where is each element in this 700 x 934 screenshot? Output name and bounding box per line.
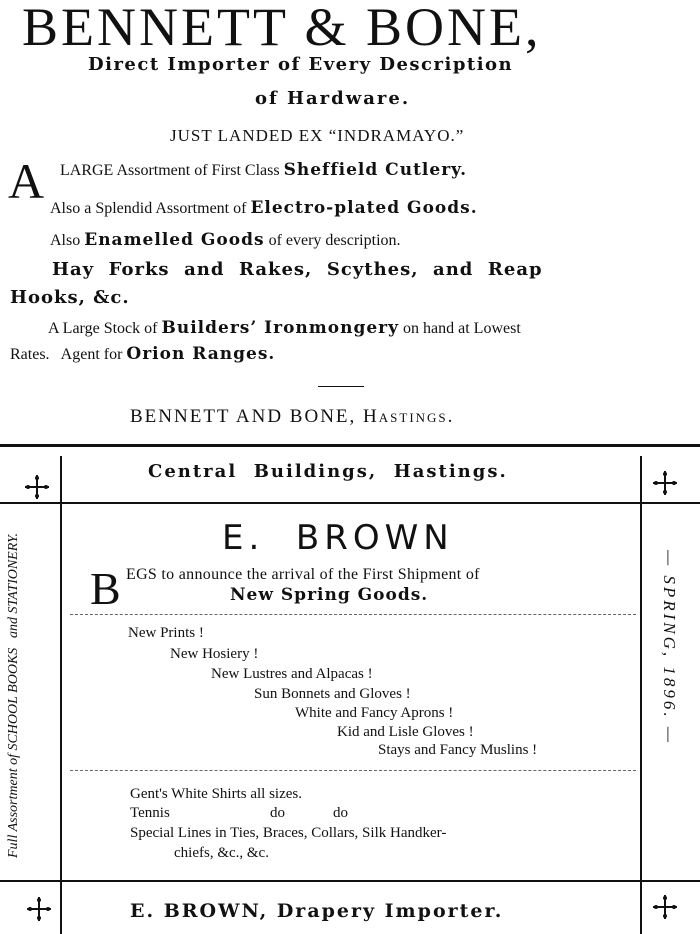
- brown-divider-1: [70, 614, 636, 615]
- tennis-do-1: do: [270, 805, 285, 821]
- short-divider: [318, 386, 364, 387]
- left-side-line-1: Full Assortment of SCHOOL BOOKS: [6, 647, 21, 858]
- orion-bold: Orion Ranges.: [126, 344, 276, 364]
- brown-footer: E. BROWN, Drapery Importer.: [130, 900, 504, 922]
- drop-cap-a: A: [8, 153, 45, 209]
- left-side-text: [6, 528, 22, 858]
- hooks-line: Hooks, &c.: [10, 287, 130, 308]
- enamelled-bold: Enamelled Goods: [84, 230, 265, 250]
- frame-rule-under-header: [0, 502, 700, 504]
- brown-intro-bold: New Spring Goods.: [230, 585, 429, 605]
- item-new-prints: New Prints !: [128, 625, 204, 641]
- rates-plain: Rates. Agent for: [10, 346, 123, 363]
- ironmongery-line: [48, 318, 521, 338]
- frame-rule-above-footer: [0, 880, 700, 882]
- item-lustres: New Lustres and Alpacas !: [211, 666, 373, 682]
- tennis-label: Tennis: [130, 805, 170, 821]
- firm-name: BENNETT & BONE,: [22, 0, 542, 57]
- frame-left-column-rule: [60, 456, 62, 934]
- enamelled-b: of every description.: [268, 232, 401, 249]
- brown-intro: EGS to announce the arrival of the First Shipment of: [126, 566, 480, 583]
- brown-header: Central Buildings, Hastings.: [148, 461, 508, 482]
- ironmongery-plain: A Large Stock of: [48, 320, 158, 337]
- signature-line: BENNETT AND BONE, Hastings.: [130, 406, 455, 427]
- item-new-hosiery: New Hosiery !: [170, 646, 259, 662]
- cutlery-plain: LARGE Assortment of First Class: [60, 162, 280, 179]
- ornament-cross-icon: [652, 470, 678, 496]
- special-lines: Special Lines in Ties, Braces, Collars, Silk Handker-: [130, 825, 447, 841]
- enamelled-line: [50, 230, 401, 250]
- rates-line: [10, 344, 275, 364]
- ornament-cross-icon: [26, 896, 52, 922]
- left-side-line-2: and STATIONERY.: [6, 532, 21, 638]
- electro-bold: Electro-plated Goods.: [250, 198, 478, 218]
- shirts-line: Gent's White Shirts all sizes.: [130, 786, 302, 802]
- item-stays: Stays and Fancy Muslins !: [378, 742, 538, 758]
- item-sun-bonnets: Sun Bonnets and Gloves !: [254, 686, 411, 702]
- ironmongery-bold: Builders’ Ironmongery: [161, 318, 400, 338]
- cutlery-line: [60, 160, 467, 180]
- hayforks-line: Hay Forks and Rakes, Scythes, and Reap: [52, 259, 543, 280]
- tagline-line-1: Direct Importer of Every Description: [88, 54, 514, 75]
- brown-divider-2: [70, 770, 636, 771]
- brown-name: E. BROWN: [222, 518, 454, 558]
- ornament-cross-icon: [24, 474, 50, 500]
- ironmongery-end: on hand at Lowest: [403, 320, 521, 337]
- electro-plain: Also a Splendid Assortment of: [50, 200, 247, 217]
- frame-top-rule: [0, 444, 700, 447]
- cutlery-bold: Sheffield Cutlery.: [283, 160, 467, 180]
- item-aprons: White and Fancy Aprons !: [295, 705, 454, 721]
- drop-cap-b: B: [90, 563, 121, 614]
- electro-line: [50, 198, 478, 218]
- ornament-cross-icon: [652, 894, 678, 920]
- tennis-do-2: do: [333, 805, 348, 821]
- enamelled-a: Also: [50, 232, 81, 249]
- right-side-text: — SPRING, 1896. —: [660, 550, 679, 746]
- just-landed: JUST LANDED EX “INDRAMAYO.”: [170, 126, 465, 145]
- frame-right-column-rule: [640, 456, 642, 934]
- tagline-line-2: of Hardware.: [255, 88, 411, 109]
- special-lines-cont: chiefs, &c., &c.: [174, 845, 269, 861]
- item-kid-gloves: Kid and Lisle Gloves !: [337, 724, 474, 740]
